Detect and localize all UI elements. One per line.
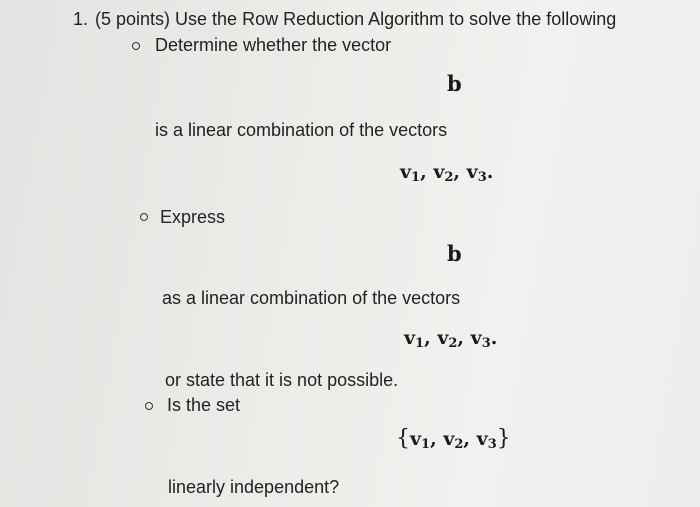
item-1-middle: is a linear combination of the vectors bbox=[155, 120, 448, 140]
subscript: 2 bbox=[454, 437, 464, 452]
item-3-intro: Is the set bbox=[167, 395, 241, 415]
left-brace: { bbox=[396, 426, 410, 451]
subscript: 3 bbox=[481, 336, 491, 351]
vector-v: v bbox=[433, 161, 445, 183]
subscript: 2 bbox=[448, 336, 458, 351]
subscript: 2 bbox=[444, 170, 454, 185]
right-brace: } bbox=[496, 426, 511, 451]
item-2-middle: as a linear combination of the vectors bbox=[162, 288, 461, 308]
vector-v: v bbox=[476, 428, 488, 450]
subscript: 3 bbox=[487, 437, 497, 452]
vector-v: v bbox=[466, 161, 478, 183]
item-1-intro: Determine whether the vector bbox=[155, 35, 392, 55]
vector-b-1: b bbox=[447, 71, 462, 96]
vector-list-1: $v_1$, $v_2$, $v_3$. bbox=[400, 161, 494, 185]
question-header: (5 points) Use the Row Reduction Algorithm to solve the following bbox=[95, 9, 617, 29]
vector-v: v bbox=[410, 428, 422, 450]
subscript: 1 bbox=[415, 336, 425, 351]
vector-v: v bbox=[404, 327, 416, 349]
vector-list-2: $v_1$, $v_2$, $v_3$. bbox=[404, 327, 498, 351]
subscript: 3 bbox=[477, 170, 487, 185]
bullet-icon bbox=[132, 42, 140, 50]
item-2-intro: Express bbox=[160, 207, 226, 227]
vector-b-2: b bbox=[447, 241, 462, 266]
item-3-tail: linearly independent? bbox=[168, 477, 340, 497]
question-number: 1. bbox=[73, 9, 89, 29]
item-2-tail: or state that it is not possible. bbox=[165, 370, 399, 390]
vector-v: v bbox=[437, 327, 449, 349]
vector-v: v bbox=[400, 161, 412, 183]
vector-set: {$v_1$, $v_2$, $v_3$} bbox=[396, 426, 511, 452]
bullet-icon bbox=[140, 213, 148, 221]
vector-v: v bbox=[470, 327, 482, 349]
subscript: 1 bbox=[411, 170, 421, 185]
vector-v: v bbox=[443, 428, 455, 450]
subscript: 1 bbox=[421, 437, 431, 452]
bullet-icon bbox=[145, 402, 153, 410]
